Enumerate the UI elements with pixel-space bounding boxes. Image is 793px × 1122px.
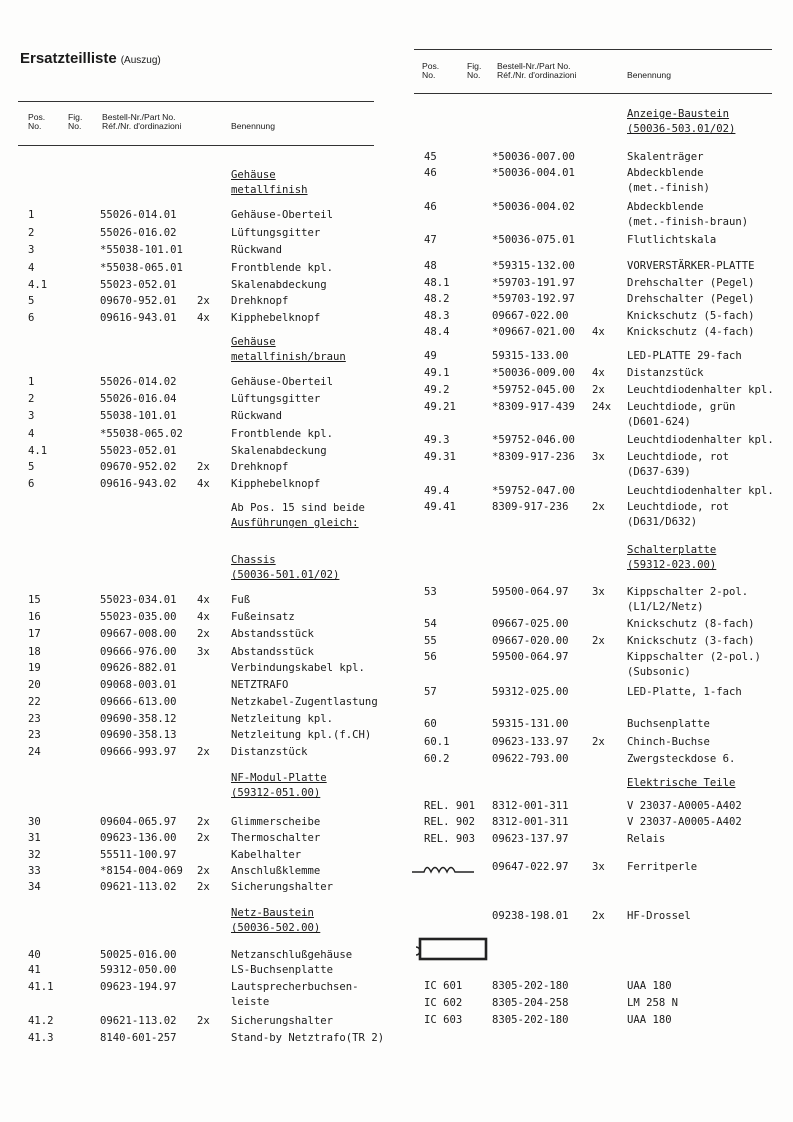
item-name: Sicherungshalter [231, 1015, 334, 1027]
item-name: Leuchtdiodenhalter kpl. [627, 485, 774, 497]
item-name: V 23037-A0005-A402 [627, 800, 742, 812]
item-name: Buchsenplatte [627, 718, 710, 730]
position-number: 60 [424, 718, 437, 730]
position-number: 2 [28, 393, 35, 405]
position-number: 34 [28, 881, 41, 893]
item-name: Frontblende kpl. [231, 262, 334, 274]
item-name: Knickschutz (8-fach) [627, 618, 755, 630]
item-name: Gehäuse-Oberteil [231, 376, 334, 388]
item-name: Skalenabdeckung [231, 279, 327, 291]
item-name: Fuß [231, 594, 251, 606]
item-name: Kabelhalter [231, 849, 302, 861]
part-number: *50036-004.01 [492, 167, 575, 179]
item-name: Abstandsstück [231, 628, 314, 640]
position-number: 60.1 [424, 736, 450, 748]
item-name: Netzanschlußgehäuse [231, 949, 353, 961]
item-name: Knickschutz (5-fach) [627, 310, 755, 322]
position-number: 49.31 [424, 451, 456, 463]
position-number: 32 [28, 849, 41, 861]
position-number: 48.1 [424, 277, 450, 289]
position-number: 3 [28, 410, 35, 422]
item-name: Stand-by Netztrafo(TR 2) [231, 1032, 385, 1044]
part-number: *50036-004.02 [492, 201, 575, 213]
item-name: Netzleitung kpl.(f.CH) [231, 729, 372, 741]
part-number: 09626-882.01 [100, 662, 177, 674]
part-number: 8312-001-311 [492, 800, 569, 812]
item-name: Drehschalter (Pegel) [627, 293, 755, 305]
item-name-line2: (D601-624) [627, 416, 691, 428]
item-name: Thermoschalter [231, 832, 321, 844]
part-number: 09623-137.97 [492, 833, 569, 845]
item-name: LED-PLATTE 29-fach [627, 350, 742, 362]
part-number: 09667-025.00 [492, 618, 569, 630]
item-name-line2: (D631/D632) [627, 516, 698, 528]
part-number: 09621-113.02 [100, 881, 177, 893]
part-number: 09667-020.00 [492, 635, 569, 647]
part-number: 59500-064.97 [492, 651, 569, 663]
part-number: 55026-014.02 [100, 376, 177, 388]
quantity: 2x [197, 295, 210, 307]
part-number: 8305-202-180 [492, 1014, 569, 1026]
position-number: 48.3 [424, 310, 450, 322]
item-name: NETZTRAFO [231, 679, 289, 691]
item-name-line2: (50036-502.00) [231, 922, 321, 934]
position-number: 24 [28, 746, 41, 758]
left-header-part: Bestell-Nr./Part No. Réf./Nr. d'ordinazioni [102, 112, 182, 131]
part-number: 8309-917-236 [492, 501, 569, 513]
part-number: *8309-917-439 [492, 401, 575, 413]
position-number: 47 [424, 234, 437, 246]
item-name: Distanzstück [231, 746, 308, 758]
position-number: 41.1 [28, 981, 54, 993]
item-name: HF-Drossel [627, 910, 691, 922]
item-name: Drehknopf [231, 461, 289, 473]
item-name: Distanzstück [627, 367, 704, 379]
position-number: 49.4 [424, 485, 450, 497]
part-number: 09666-976.00 [100, 646, 177, 658]
position-number: 45 [424, 151, 437, 163]
item-name: Gehäuse [231, 336, 276, 348]
item-name: Netzkabel-Zugentlastung [231, 696, 378, 708]
item-name: Knickschutz (4-fach) [627, 326, 755, 338]
part-number: 09670-952.02 [100, 461, 177, 473]
item-name: Knickschutz (3-fach) [627, 635, 755, 647]
left-header-bottom-rule [18, 145, 374, 146]
position-number: IC 601 [424, 980, 463, 992]
part-number: *59752-045.00 [492, 384, 575, 396]
part-number: *59752-047.00 [492, 485, 575, 497]
part-number: *09667-021.00 [492, 326, 575, 338]
item-name: Rückwand [231, 410, 283, 422]
item-name: Ferritperle [627, 861, 698, 873]
position-number: 48.2 [424, 293, 450, 305]
item-name: NF-Modul-Platte [231, 772, 327, 784]
part-number: 59315-133.00 [492, 350, 569, 362]
part-number: 09666-613.00 [100, 696, 177, 708]
position-number: 6 [28, 478, 35, 490]
item-name: Fußeinsatz [231, 611, 295, 623]
item-name: Chinch-Buchse [627, 736, 710, 748]
position-number: 49.41 [424, 501, 456, 513]
part-number: 59312-050.00 [100, 964, 177, 976]
quantity: 24x [592, 401, 612, 413]
part-number: 55023-052.01 [100, 279, 177, 291]
quantity: 2x [197, 1015, 210, 1027]
position-number: 41.2 [28, 1015, 54, 1027]
position-number: 23 [28, 729, 41, 741]
position-number: IC 602 [424, 997, 463, 1009]
position-number: 1 [28, 209, 35, 221]
part-number: 09667-008.00 [100, 628, 177, 640]
part-number: *55038-065.01 [100, 262, 183, 274]
item-name: Netzleitung kpl. [231, 713, 334, 725]
part-number: 09690-358.13 [100, 729, 177, 741]
part-number: 09622-793.00 [492, 753, 569, 765]
position-number: REL. 903 [424, 833, 476, 845]
quantity: 2x [592, 910, 605, 922]
part-number: 09238-198.01 [492, 910, 569, 922]
inductor-symbol-icon [412, 860, 474, 881]
item-name: Lüftungsgitter [231, 393, 321, 405]
quantity: 2x [197, 746, 210, 758]
part-number: *59752-046.00 [492, 434, 575, 446]
item-name-line2: (50036-501.01/02) [231, 569, 340, 581]
item-name: Kipphebelknopf [231, 312, 321, 324]
part-number: 09623-136.00 [100, 832, 177, 844]
item-name: Leuchtdiodenhalter kpl. [627, 384, 774, 396]
left-header-pos: Pos. No. [28, 112, 46, 131]
item-name-line2: (D637-639) [627, 466, 691, 478]
item-name: LM 258 N [627, 997, 679, 1009]
part-number: 8305-202-180 [492, 980, 569, 992]
item-name: Gehäuse [231, 169, 276, 181]
position-number: 4 [28, 262, 35, 274]
item-name: Sicherungshalter [231, 881, 334, 893]
position-number: 23 [28, 713, 41, 725]
position-number: 49.3 [424, 434, 450, 446]
position-number: REL. 902 [424, 816, 476, 828]
page-title: Ersatzteilliste (Auszug) [20, 50, 161, 67]
position-number: IC 603 [424, 1014, 463, 1026]
part-number: 59312-025.00 [492, 686, 569, 698]
part-number: 55026-014.01 [100, 209, 177, 221]
item-name: VORVERSTÄRKER-PLATTE [627, 260, 755, 272]
position-number: 46 [424, 201, 437, 213]
quantity: 4x [592, 326, 605, 338]
quantity: 2x [592, 501, 605, 513]
position-number: 4.1 [28, 445, 48, 457]
part-number: 55023-034.01 [100, 594, 177, 606]
item-name-line2: (met.-finish-braun) [627, 216, 749, 228]
part-number: *8309-917-236 [492, 451, 575, 463]
item-name: Drehknopf [231, 295, 289, 307]
quantity: 3x [197, 646, 210, 658]
right-header-pos: Pos. No. [422, 61, 440, 80]
item-name-line2: (met.-finish) [627, 182, 710, 194]
quantity: 2x [197, 628, 210, 640]
part-number: *8154-004-069 [100, 865, 183, 877]
position-number: 49 [424, 350, 437, 362]
item-name: Skalenabdeckung [231, 445, 327, 457]
part-number: 09621-113.02 [100, 1015, 177, 1027]
item-name: Leuchtdiode, grün [627, 401, 736, 413]
part-number: *50036-009.00 [492, 367, 575, 379]
position-number: 48.4 [424, 326, 450, 338]
quantity: 2x [197, 881, 210, 893]
quantity: 2x [197, 816, 210, 828]
item-name: V 23037-A0005-A402 [627, 816, 742, 828]
quantity: 2x [197, 461, 210, 473]
position-number: 5 [28, 461, 35, 473]
position-number: 18 [28, 646, 41, 658]
part-number: 50025-016.00 [100, 949, 177, 961]
part-number: 09616-943.01 [100, 312, 177, 324]
part-number: 8140-601-257 [100, 1032, 177, 1044]
position-number: 54 [424, 618, 437, 630]
part-number: 55026-016.02 [100, 227, 177, 239]
item-name: Lautsprecherbuchsen- [231, 981, 359, 993]
position-number: 40 [28, 949, 41, 961]
position-number: 49.2 [424, 384, 450, 396]
part-number: 55023-035.00 [100, 611, 177, 623]
quantity: 2x [197, 865, 210, 877]
part-number: 8312-001-311 [492, 816, 569, 828]
position-number: 31 [28, 832, 41, 844]
part-number: 55511-100.97 [100, 849, 177, 861]
position-number: 49.21 [424, 401, 456, 413]
part-number: *55038-065.02 [100, 428, 183, 440]
right-header-bottom-rule [414, 93, 772, 94]
item-name: Ab Pos. 15 sind beide [231, 502, 365, 514]
quantity: 3x [592, 861, 605, 873]
item-name: Glimmerscheibe [231, 816, 321, 828]
part-number: 09604-065.97 [100, 816, 177, 828]
left-header-fig: Fig. No. [68, 112, 83, 131]
item-name: Abdeckblende [627, 167, 704, 179]
quantity: 2x [197, 832, 210, 844]
item-name-line2: (59312-023.00) [627, 559, 717, 571]
quantity: 4x [197, 611, 210, 623]
part-number: 09647-022.97 [492, 861, 569, 873]
item-name: Zwergsteckdose 6. [627, 753, 736, 765]
item-name: Chassis [231, 554, 276, 566]
part-number: 09616-943.02 [100, 478, 177, 490]
right-header-name: Benennung [627, 70, 671, 80]
item-name: Verbindungskabel kpl. [231, 662, 365, 674]
quantity: 4x [197, 594, 210, 606]
ic-chip-symbol-icon [412, 934, 492, 969]
item-name: Anzeige-Baustein [627, 108, 730, 120]
position-number: 20 [28, 679, 41, 691]
part-number: *50036-007.00 [492, 151, 575, 163]
part-number: 09068-003.01 [100, 679, 177, 691]
item-name: UAA 180 [627, 980, 672, 992]
part-number: 09667-022.00 [492, 310, 569, 322]
item-name: Kipphebelknopf [231, 478, 321, 490]
item-name: Frontblende kpl. [231, 428, 334, 440]
position-number: 16 [28, 611, 41, 623]
item-name: Kippschalter 2-pol. [627, 586, 749, 598]
position-number: 2 [28, 227, 35, 239]
part-number: 09623-194.97 [100, 981, 177, 993]
position-number: 41 [28, 964, 41, 976]
position-number: 4.1 [28, 279, 48, 291]
part-number: 59315-131.00 [492, 718, 569, 730]
item-name-line2: metallfinish/braun [231, 351, 346, 363]
item-name: Leuchtdiode, rot [627, 501, 730, 513]
quantity: 2x [592, 384, 605, 396]
item-name-line2: (Subsonic) [627, 666, 691, 678]
item-name: Skalenträger [627, 151, 704, 163]
position-number: 41.3 [28, 1032, 54, 1044]
item-name: Relais [627, 833, 666, 845]
left-header-name: Benennung [231, 121, 275, 131]
part-number: *55038-101.01 [100, 244, 183, 256]
position-number: 48 [424, 260, 437, 272]
part-number: 09690-358.12 [100, 713, 177, 725]
position-number: 17 [28, 628, 41, 640]
position-number: 55 [424, 635, 437, 647]
quantity: 3x [592, 451, 605, 463]
item-name-line2: (50036-503.01/02) [627, 123, 736, 135]
item-name: Kippschalter (2-pol.) [627, 651, 761, 663]
quantity: 4x [592, 367, 605, 379]
part-number: 55038-101.01 [100, 410, 177, 422]
item-name: Leuchtdiodenhalter kpl. [627, 434, 774, 446]
page-subtitle: (Auszug) [120, 55, 161, 66]
item-name-line2: (L1/L2/Netz) [627, 601, 704, 613]
part-number: *59315-132.00 [492, 260, 575, 272]
position-number: 1 [28, 376, 35, 388]
item-name: LED-Platte, 1-fach [627, 686, 742, 698]
quantity: 2x [592, 635, 605, 647]
item-name: Anschlußklemme [231, 865, 321, 877]
position-number: 15 [28, 594, 41, 606]
item-name: Leuchtdiode, rot [627, 451, 730, 463]
right-header-fig: Fig. No. [467, 61, 482, 80]
position-number: 22 [28, 696, 41, 708]
right-header-part: Bestell-Nr./Part No. Réf./Nr. d'ordinazioni [497, 61, 577, 80]
item-name: Netz-Baustein [231, 907, 314, 919]
position-number: 4 [28, 428, 35, 440]
position-number: 57 [424, 686, 437, 698]
position-number: 56 [424, 651, 437, 663]
position-number: 49.1 [424, 367, 450, 379]
quantity: 3x [592, 586, 605, 598]
item-name: Lüftungsgitter [231, 227, 321, 239]
item-name: Schalterplatte [627, 544, 717, 556]
item-name: Drehschalter (Pegel) [627, 277, 755, 289]
quantity: 2x [592, 736, 605, 748]
item-name: Elektrische Teile [627, 777, 736, 789]
part-number: 55026-016.04 [100, 393, 177, 405]
item-name: Abdeckblende [627, 201, 704, 213]
part-number: 8305-204-258 [492, 997, 569, 1009]
item-name: UAA 180 [627, 1014, 672, 1026]
part-number: 09670-952.01 [100, 295, 177, 307]
position-number: 33 [28, 865, 41, 877]
part-number: *59703-191.97 [492, 277, 575, 289]
part-number: *59703-192.97 [492, 293, 575, 305]
item-name: Flutlichtskala [627, 234, 717, 246]
position-number: 6 [28, 312, 35, 324]
position-number: 19 [28, 662, 41, 674]
position-number: 60.2 [424, 753, 450, 765]
position-number: REL. 901 [424, 800, 476, 812]
part-number: *50036-075.01 [492, 234, 575, 246]
position-number: 30 [28, 816, 41, 828]
quantity: 4x [197, 478, 210, 490]
position-number: 46 [424, 167, 437, 179]
position-number: 53 [424, 586, 437, 598]
position-number: 5 [28, 295, 35, 307]
item-name-line2: metallfinish [231, 184, 308, 196]
item-name-line2: Ausführungen gleich: [231, 517, 359, 529]
item-name-line2: (59312-051.00) [231, 787, 321, 799]
quantity: 4x [197, 312, 210, 324]
part-number: 59500-064.97 [492, 586, 569, 598]
item-name: Abstandsstück [231, 646, 314, 658]
item-name: Gehäuse-Oberteil [231, 209, 334, 221]
part-number: 09623-133.97 [492, 736, 569, 748]
part-number: 55023-052.01 [100, 445, 177, 457]
position-number: 3 [28, 244, 35, 256]
left-header-top-rule [18, 101, 374, 102]
item-name-line2: leiste [231, 996, 270, 1008]
item-name: LS-Buchsenplatte [231, 964, 334, 976]
right-header-top-rule [414, 49, 772, 50]
part-number: 09666-993.97 [100, 746, 177, 758]
item-name: Rückwand [231, 244, 283, 256]
